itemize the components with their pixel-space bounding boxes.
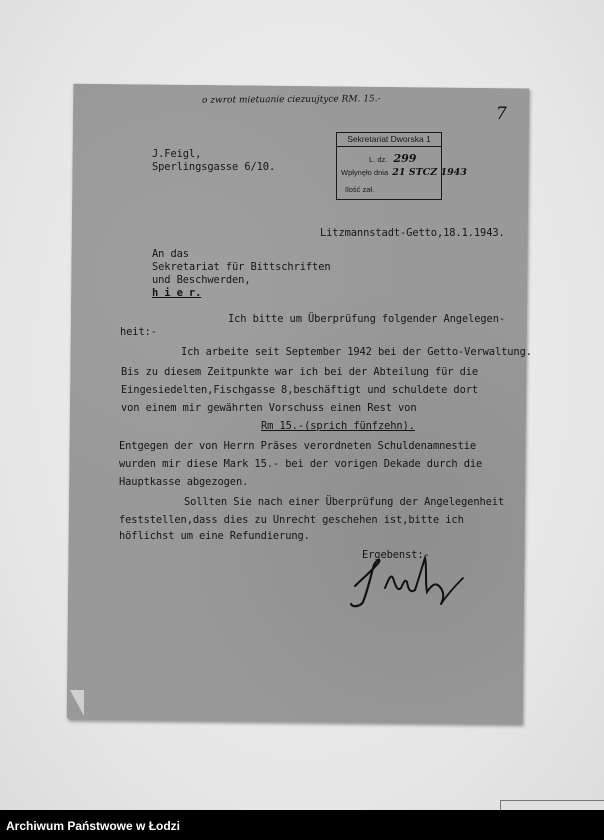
body-line-amount: Rm 15.-(sprich fünfzehn).	[261, 420, 415, 432]
archive-name: Archiwum Państwowe w Łodzi	[6, 819, 181, 833]
body-line-8: wurden mir diese Mark 15.- bei der vorigen Dekade durch die	[119, 458, 483, 470]
place-date: Litzmannstadt-Getto,18.1.1943.	[320, 227, 505, 239]
sender-address: Sperlingsgasse 6/10.	[152, 161, 276, 173]
stamp-received-label: Wpłynęło dnia	[341, 168, 389, 177]
stamp-title: Sekretariat Dworska 1	[337, 133, 441, 147]
stamp-ldz-value: 299	[393, 152, 417, 165]
handwritten-annotation: o zwrot mietuanie ciezuujtyce RM. 15.-	[201, 94, 381, 106]
stamp-received-value: 21 STCZ 1943	[392, 167, 467, 178]
recipient-line-4: h i e r.	[152, 287, 202, 299]
body-line-10: Sollten Sie nach einer Überprüfung der Angelegenheit	[184, 496, 505, 508]
body-line-12: höflichst um eine Refundierung.	[119, 530, 310, 542]
recipient-line-2: Sekretariat für Bittschriften	[152, 261, 331, 273]
body-line-9: Hauptkasse abgezogen.	[119, 476, 249, 488]
paper-folded-corner	[70, 690, 84, 716]
recipient-line-3: und Beschwerden,	[152, 274, 251, 286]
sender-name: J.Feigl,	[152, 148, 202, 160]
body-line-2: heit:-	[120, 326, 157, 338]
body-line-5: Eingesiedelten,Fischgasse 8,beschäftigt und schuldete dort	[121, 384, 479, 396]
body-line-6: von einem mir gewährten Vorschuss einen Rest von	[121, 402, 417, 414]
signature-icon	[345, 548, 470, 614]
body-line-11: feststellen,dass dies zu Unrecht geschehen ist,bitte ich	[119, 514, 464, 526]
body-line-1: Ich bitte um Überprüfung folgender Angelegen-	[228, 313, 506, 325]
stamp-attachments-label: Ilość zał.	[345, 185, 375, 194]
body-line-7: Entgegen der von Herrn Präses verordneten Schuldenamnestie	[119, 440, 477, 452]
recipient-line-1: An das	[152, 248, 189, 260]
body-line-4: Bis zu diesem Zeitpunkte war ich bei der Abteilung für die	[121, 366, 479, 378]
registry-stamp	[336, 132, 467, 200]
closing-line: Ergebenst:-	[362, 549, 430, 561]
archive-footer-bar	[0, 810, 604, 840]
page-number: 7	[496, 104, 507, 124]
stamp-ldz-label: L. dz.	[369, 155, 388, 164]
body-line-3: Ich arbeite seit September 1942 bei der Getto-Verwaltung.	[181, 346, 532, 358]
